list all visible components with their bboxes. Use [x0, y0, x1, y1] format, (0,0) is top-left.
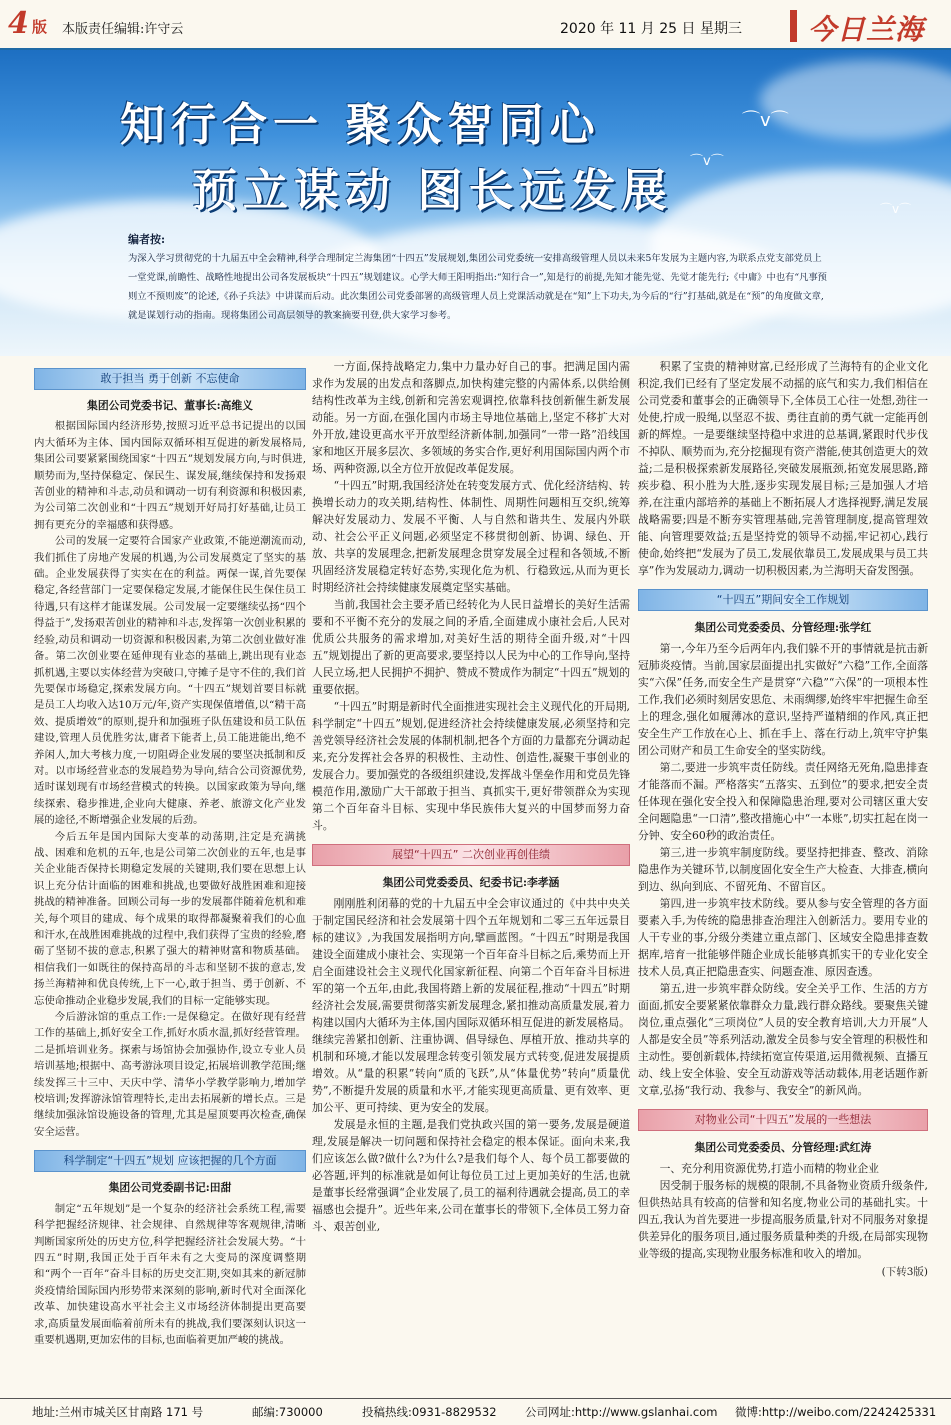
page-header — [0, 0, 951, 48]
article-paragraph: 今后五年是国内国际大变革的动荡期,注定是充满挑战、困难和危机的五年,也是公司第二次创业的五年,也是事关企业能否保持长期稳定发展的关键期,我们要在思想上认识上充分估计面临的困难和挑战,也要做好战胜困难和迎接挑战的精神准备。回顾公司每一步的发展都伴随着危机和难关,每个项目的建成、每个成果的取得都凝聚着我们的心血和汗水,在战胜困难挑战的过程中,我们获得了宝贵的经验,磨砺了坚韧不拔的意志,积累了强大的精神财富和物质基础。相信我们一如既往的保持高昂的斗志和坚韧不拔的意志,发扬兰海精神和优良传统,上下一心,敢于担当、勇于创新、不忘使命推动企业稳步发展,我们的目标一定能够实现。 — [34, 830, 306, 1007]
header-divider — [790, 10, 797, 42]
article-paragraph: 制定“五年规划”是一个复杂的经济社会系统工程,需要科学把握经济规律、社会规律、自然规律等客观规律,清晰判断国家所处的历史方位,科学把握经济社会发展大势。“十四五”时期,我国正处于百年未有之大变局的深度调整期和“两个一百年”奋斗目标的历史交汇期,突如其来的新冠肺炎疫情给国际国内形势带来深刻的影响,新时代对全面深化改革、加快建设高水平社会主义市场经济体制提出更高要求,高质量发展面临着前所未有的挑战,我们要深刻认识这一重要机遇期,更加宏伟的目标,也面临着更加严峻的挑战。 — [34, 1202, 306, 1346]
article-paragraph: 第一,今年乃至今后两年内,我们躲不开的事情就是抗击新冠肺炎疫情。当前,国家层面提出扎实做好“六稳”工作,全面落实“六保”任务,而安全生产是贯穿“六稳”“六保”的一项根本性工作,我们必须时刻居安思危、未雨绸缪,始终牢牢把握生命至上的理念,强化如履薄冰的意识,坚持严谨精细的作风,真正把安全生产工作放在心上、抓在手上、落在行动上,筑牢守护集团公司财产和员工生命安全的坚实防线。 — [638, 642, 928, 757]
editor-note-text: 为深入学习贯彻党的十九届五中全会精神,科学合理制定兰海集团“十四五”发展规划,集团公司党委统一安排高级管理人员以未来5年发展为主题内容,为联系点党支部党员上一堂党课,前瞻性、战略性地提出公司各发展板块“十四五”规划建议。心学大师王阳明指出:“知行合一”,知是行的前提,先知才能先觉、先觉才能先行;《中庸》中也有“凡事预则立不预则废”的论述,《孙子兵法》中讲谋而后动。此次集团公司党委部署的高级管理人员上党课活动就是在“知”上下功夫,为今后的“行”打基础,就是在“预”的角度做文章,就是谋划行动的指南。现将集团公司高层领导的教案摘要刊登,供大家学习参考。 — [128, 253, 827, 321]
article-author: 集团公司党委委员、分管经理:张学红 — [694, 621, 872, 634]
footer-website[interactable]: 公司网址:http://www.gslanhai.com — [525, 1405, 718, 1419]
editor-note-label: 编者按: — [128, 233, 166, 246]
article-paragraph: 发展是永恒的主题,是我们党执政兴国的第一要务,发展是硬道理,发展是解决一切问题和保持社会稳定的根本保证。面向未来,我们应该怎么做?做什么?为什么?是我们每个人、每个员工都要做的必答题,评判的标准就是如何让每位员工过上更加美好的生活,也就是董事长经常强调“企业发展了,员工的福利待遇就会提高,员工的幸福感也会提升”。近些年来,公司在董事长的带领下,全体员工努力奋斗、艰苦创业, — [312, 1118, 630, 1233]
article-paragraph: 第四,进一步筑牢技术防线。要从参与安全管理的各方面要素入手,为传统的隐患排查治理注入创新活力。要用专业的人干专业的事,分级分类建立重点部门、区域安全隐患排查数据库,培育一批能够伴随企业成长能够真抓实干的专业化安全技术人员,真正把隐患查实、问题查准、原因查透。 — [638, 897, 928, 978]
article-paragraph: 第二,要进一步筑牢责任防线。责任网络无死角,隐患排查才能落而不漏。严格落实“五落实、五到位”的要求,把安全责任体现在强化安全投入和保障隐患治理,要对公司辖区重大安全问题隐患“一口清”,整改措施心中“一本账”,切实扛起在岗一分钟、安全60秒的政治责任。 — [638, 761, 928, 842]
article-author: 集团公司党委副书记:田甜 — [108, 1181, 232, 1195]
continued-note: (下转3版) — [881, 1266, 928, 1278]
article-paragraph: 积累了宝贵的精神财富,已经形成了兰海特有的企业文化积淀,我们已经有了坚定发展不动摇的底气和实力,我们相信在公司党委和董事会的正确领导下,全体员工心往一处想,劲往一处使,拧成一股绳,以坚忍不拔、勇往直前的勇气就一定能再创新的辉煌。一是要继续坚持稳中求进的总基调,紧跟时代步伐不掉队、顺势而为,充分挖掘现有资产潜能,使其创造更大的效益;二是积极探索新发展路径,突破发展瓶颈,拓宽发展思路,蹄疾步稳、积小胜为大胜,逐步实现发展目标;三是加强人才培养,在注重内部培养的基础上不断拓展人才选择视野,满足发展战略需要;四是不断夯实管理基础,完善管理制度,提高管理效能、向管理要效益;五是坚持党的领导不动摇,牢记初心,践行使命,始终把“发展为了员工,发展依靠员工,发展成果与员工共享”作为发展动力,调动一切积极因素,为兰海明天奋发图强。 — [638, 360, 928, 577]
article-paragraph: 一方面,保持战略定力,集中力量办好自己的事。把满足国内需求作为发展的出发点和落脚点,加快构建完整的内需体系,以供给侧结构性改革为主线,创新和完善宏观调控,依靠科技创新催生新发展动能。另一方面,在强化国内市场主导地位基础上,坚定不移扩大对外开放,建设更高水平开放型经济新体制,加强同“一带一路”沿线国家和地区开展多层次、多领域的务实合作,更好利用国际国内两个市场、两种资源,以全方位开放促改革促发展。 — [312, 360, 630, 475]
article-paragraph: “十四五”时期是新时代全面推进实现社会主义现代化的开局期,科学制定“十四五”规划,促进经济社会持续健康发展,必须坚持和完善党领导经济社会发展的体制机制,把各个方面的力量都充分调动起来,充分发挥社会各界的积极性、主动性、创造性,凝聚干事创业的发展合力。要加强党的各级组织建设,发挥战斗堡垒作用和党员先锋模范作用,激励广大干部敢于担当、真抓实干,更好带领群众为实现第二个百年奋斗目标、实现中华民族伟大复兴的中国梦而努力奋斗。 — [312, 700, 630, 832]
article-paragraph: 公司的发展一定要符合国家产业政策,不能逆潮流而动,我们抓住了房地产发展的机遇,为公司发展奠定了坚实的基础。企业发展获得了实实在在的利益。两保一谋,首先要保稳定,各经营部门一定要保稳定发展,才能保住民生保住员工待遇,只有这样才能谋发展。公司发展一定要继续弘扬“四个得益于”,发扬艰苦创业的精神和斗志,发挥第一次创业积累的经验,动员和调动一切资源和积极因素,为第二次创业做好准备。第二次创业要在延伸现有业态的基础上,跳出现有业态抓机遇,主要以实体经营为突破口,守摊子是守不住的,我们首先要保市场稳定,探索发展方向。“十四五”规划首要目标就是员工人均收入达10万元/年,资产实现保值增值,以“精干高效、提质增效”的原则,提升和加强班子队伍建设和员工队伍建设,管理人员优胜劣汰,庸者下能者上,员工能进能出,绝不养闲人,加大考核力度,一切阻碍企业发展的要坚决抵制和反对。以市场经营业态的发展趋势为导向,结合公司资源优势,适时谋划现有市场经营模式的转换。以国家政策为导向,继续探索、稳步推进,企业向大健康、养老、旅游文化产业发展的途径,不断增强企业发展的后劲。 — [34, 535, 306, 827]
editor-note — [128, 230, 828, 325]
newspaper-logo: 今日兰海 — [808, 13, 925, 46]
article-title: 敢于担当 勇于创新 不忘使命 — [34, 368, 306, 390]
main-headline: 知行合一 聚众智同心 — [120, 98, 601, 151]
article-author: 集团公司党委委员、分管经理:武红涛 — [694, 1141, 872, 1154]
article-title: “十四五”期间安全工作规划 — [638, 589, 928, 611]
article-paragraph: 刚刚胜利闭幕的党的十九届五中全会审议通过的《中共中央关于制定国民经济和社会发展第十四个五年规划和二零三五年远景目标的建议》,为我国发展指明方向,擘画蓝图。“十四五”时期是我国建设全面建成小康社会、实现第一个百年奋斗目标之后,乘势而上开启全面建设社会主义现代化国家新征程、向第二个百年奋斗目标进军的第一个五年,由此,我国将踏上新的发展征程,推动“十四五”时期经济社会发展,需要贯彻落实新发展理念,紧扣推动高质量发展,着力构建以国内大循环为主体,国内国际双循环相互促进的新发展格局。继续完善紧扣创新、注重协调、倡导绿色、厚植开放、推动共享的机制和环境,才能以发展理念转变引领发展方式转变,促进发展提质增效。从“量的积累”转向“质的飞跃”,从“体量优势”转向“质量优势”,不断提升发展的质量和水平,才能实现更高质量、更有效率、更加公平、更可持续、更为安全的发展。 — [312, 897, 630, 1114]
page-unit: 版 — [32, 18, 48, 36]
page-editor: 本版责任编辑:许守云 — [62, 22, 184, 37]
article-paragraph: 第五,进一步筑牢群众防线。安全关乎工作、生活的方方面面,抓安全要紧紧依靠群众力量,践行群众路线。要聚焦关键岗位,重点强化“三项岗位”人员的安全教育培训,大力开展“人人都是安全员”等系列活动,激发全员参与安全管理的积极性和主动性。要创新载体,持续拓宽宣传渠道,运用微视频、直播互动、线上安全体验、安全互动游戏等活动载体,用老话题作新文章,弘扬“我行动、我参与、我安全”的新风尚。 — [638, 982, 928, 1097]
footer-weibo[interactable]: 微博:http://weibo.com/2242425331 — [735, 1405, 937, 1419]
article-author: 集团公司党委委员、纪委书记:李孝涵 — [382, 876, 560, 889]
column-middle — [312, 358, 630, 1235]
article-title: 科学制定“十四五”规划 应该把握的几个方面 — [34, 1150, 306, 1172]
page-number: 4 — [8, 6, 29, 41]
article-author: 集团公司党委书记、董事长:高维义 — [87, 399, 253, 412]
footer-hotline: 投稿热线:0931-8829532 — [362, 1405, 497, 1419]
article-paragraph: 今后游泳馆的重点工作:一是保稳定。在做好现有经营工作的基础上,抓好安全工作,抓好水质水温,抓好经营管理。二是抓培训业务。探索与场馆协会加强协作,设立专业人员培训基地;根据中、高考游泳项目设定,拓展培训教学范围;继续发挥三十三中、天庆中学、清华小学教学影响力,增加学校培训;发挥游泳馆管理特长,走出去拓展新的增长点。三是继续加强泳馆设施设备的管理,尤其是屋顶要再次检查,确保安全运营。 — [34, 1011, 306, 1138]
column-left — [34, 358, 306, 1348]
footer-postcode: 邮编:730000 — [252, 1405, 323, 1419]
headline-banner — [0, 50, 951, 356]
article-title: 展望“十四五” 二次创业再创佳绩 — [312, 844, 630, 866]
seagull-icon: ⌒v⌒ — [742, 110, 789, 131]
article-paragraph: “十四五”时期,我国经济处在转变发展方式、优化经济结构、转换增长动力的攻关期,结构性、体制性、周期性问题相互交织,统筹解决好发展动力、发展不平衡、人与自然和谐共生、发展内外联动、社会公平正义问题,必须坚定不移贯彻创新、协调、绿色、开放、共享的发展理念,把新发展理念贯穿发展全过程和各领域,不断巩固经济发展稳定转好态势,实现化危为机、行稳致远,从而为更长时期经济社会持续健康发展奠定坚实基础。 — [312, 479, 630, 594]
footer-rule — [0, 1398, 951, 1399]
seagull-icon: ⌒v⌒ — [690, 154, 724, 169]
page-footer — [0, 1400, 951, 1425]
article-paragraph: 当前,我国社会主要矛盾已经转化为人民日益增长的美好生活需要和不平衡不充分的发展之间的矛盾,全面建成小康社会后,人民对优质公共服务的需求增加,对美好生活的期待全面升级,对“十四五”规划提出了新的更高要求,要坚持以人民为中心的工作导向,坚持人民立场,把人民拥护不拥护、赞成不赞成作为制定“十四五”规划的重要依据。 — [312, 598, 630, 696]
footer-address: 地址:兰州市城关区甘南路 171 号 — [32, 1405, 204, 1419]
article-paragraph: 因受制于服务标的规模的限制,不具备物业资质升级条件,但供热站具有较高的信誉和知名度,物业公司的基础扎实。十四五,我认为首先要进一步提高服务质量,针对不同服务对象提供差异化的服务项目,通过服务质量种类的升级,在局部实现物业等级的提高,实现物业服务标准和收入的增加。 — [638, 1179, 928, 1260]
article-paragraph: 一、充分利用资源优势,打造小而精的物业企业 — [659, 1162, 879, 1175]
article-paragraph: 根据国际国内经济形势,按照习近平总书记提出的以国内大循环为主体、国内国际双循环相互促进的新发展格局,集团公司要紧紧围绕国家“十四五”规划发展方向,与时俱进,顺势而为,坚持保稳定、保民生、谋发展,继续保持和发扬艰苦创业的精神和斗志,动员和调动一切有利资源和积极因素,为公司第二次创业和“十四五”规划开好局打好基础,让员工拥有更充分的幸福感和获得感。 — [34, 420, 306, 531]
article-paragraph: 第三,进一步筑牢制度防线。要坚持把排查、整改、消除隐患作为关键环节,以制度固化安全生产大检查、大排查,横向到边、纵向到底、不留死角、不留盲区。 — [638, 846, 928, 893]
article-title: 对物业公司“十四五”发展的一些想法 — [638, 1109, 928, 1131]
issue-date: 2020 年 11 月 25 日 星期三 — [560, 21, 742, 37]
seagull-icon: ⌒v⌒ — [880, 202, 912, 216]
sub-headline: 预立谋动 图长远发展 — [192, 164, 673, 217]
column-right — [638, 358, 928, 1281]
